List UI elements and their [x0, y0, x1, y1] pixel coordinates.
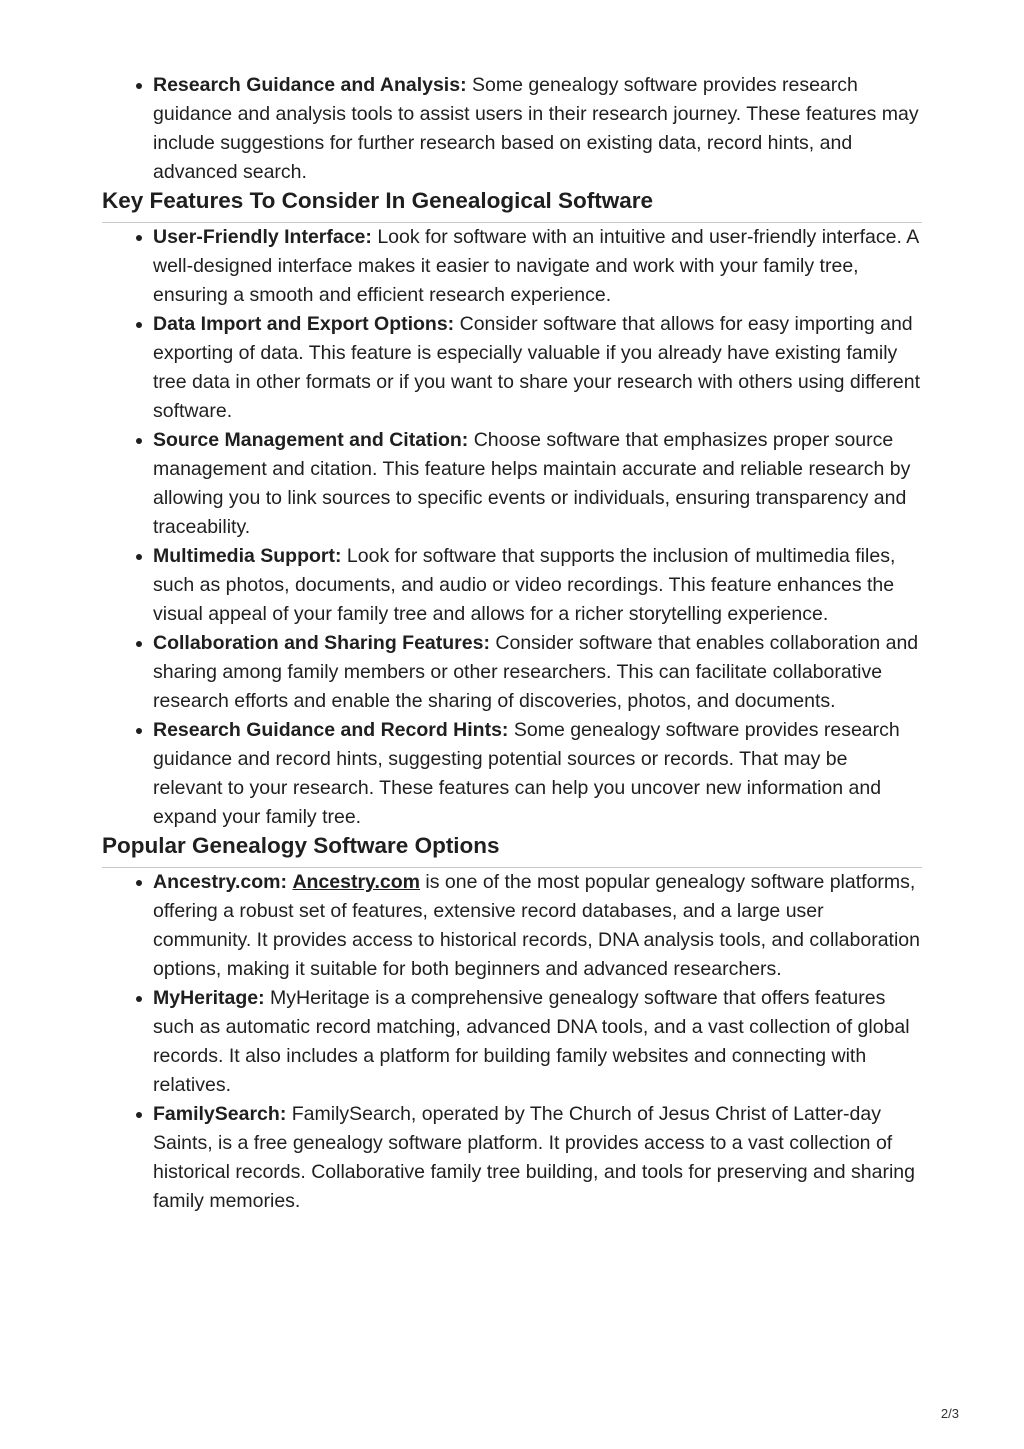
item-label: Collaboration and Sharing Features: [153, 632, 490, 654]
list-item-familysearch [153, 1100, 922, 1216]
key-features-list [102, 223, 922, 832]
list-item-ancestry [153, 868, 922, 984]
section-heading-popular-software: Popular Genealogy Software Options [102, 832, 922, 868]
item-text: Look for software with an intuitive and user-friendly interface. A well-designed interface makes it easier to navigate and work with your family tree, ensuring a smooth and efficient research experience. [153, 226, 919, 306]
item-text: MyHeritage is a comprehensive genealogy software that offers features such as automatic record matching, advanced DNA tools, and a vast collection of global records. It also includes a platform for building family websites and connecting with relatives. [153, 987, 910, 1096]
list-item [153, 310, 922, 426]
item-text: FamilySearch, operated by The Church of Jesus Christ of Latter-day Saints, is a free genealogy software platform. It provides access to a vast collection of historical records. Collaborative family tree building, and tools for preserving and sharing family memories. [153, 1103, 915, 1212]
item-label: FamilySearch: [153, 1103, 287, 1125]
item-text: Choose software that emphasizes proper source management and citation. This feature helps maintain accurate and reliable research by allowing you to link sources to specific events or individuals, ensuring transparency and traceability. [153, 429, 911, 538]
item-label: Research Guidance and Record Hints: [153, 719, 509, 741]
ancestry-link[interactable]: Ancestry.com [292, 871, 420, 893]
item-label: Source Management and Citation: [153, 429, 469, 451]
list-item [153, 71, 922, 187]
item-text: Consider software that allows for easy importing and exporting of data. This feature is especially valuable if you already have existing family tree data in other formats or if you want to share your research with others using different software. [153, 313, 921, 422]
list-item-myheritage [153, 984, 922, 1100]
item-text: Some genealogy software provides research guidance and analysis tools to assist users in their research journey. These features may include suggestions for further research based on existing data, record hints, and advanced search. [153, 74, 919, 183]
list-item [153, 629, 922, 716]
item-label: MyHeritage: [153, 987, 265, 1009]
list-item [153, 223, 922, 310]
list-item [153, 716, 922, 832]
document-content [102, 71, 922, 1216]
list-item [153, 426, 922, 542]
item-label: User-Friendly Interface: [153, 226, 372, 248]
item-text: Some genealogy software provides research guidance and record hints, suggesting potential sources or records. That may be relevant to your research. These features can help you uncover new information and expand your family tree. [153, 719, 900, 828]
item-text: Consider software that enables collaboration and sharing among family members or other researchers. This can facilitate collaborative research efforts and enable the sharing of discoveries, photos, and documents. [153, 632, 919, 712]
item-label: Research Guidance and Analysis: [153, 74, 467, 96]
section-heading-key-features: Key Features To Consider In Genealogical Software [102, 187, 922, 223]
popular-software-list [102, 868, 922, 1216]
item-text: Look for software that supports the inclusion of multimedia files, such as photos, documents, and audio or video recordings. This feature enhances the visual appeal of your family tree and allows for a richer storytelling experience. [153, 545, 896, 625]
page-number: 2/3 [940, 1406, 959, 1421]
item-label: Data Import and Export Options: [153, 313, 455, 335]
item-label: Ancestry.com: [153, 871, 288, 893]
intro-list [102, 71, 922, 187]
list-item [153, 542, 922, 629]
item-text: is one of the most popular genealogy software platforms, offering a robust set of features, extensive record databases, and a large user community. It provides access to historical records, DNA analysis tools, and collaboration options, making it suitable for both beginners and advanced researchers. [153, 871, 920, 980]
item-label: Multimedia Support: [153, 545, 342, 567]
